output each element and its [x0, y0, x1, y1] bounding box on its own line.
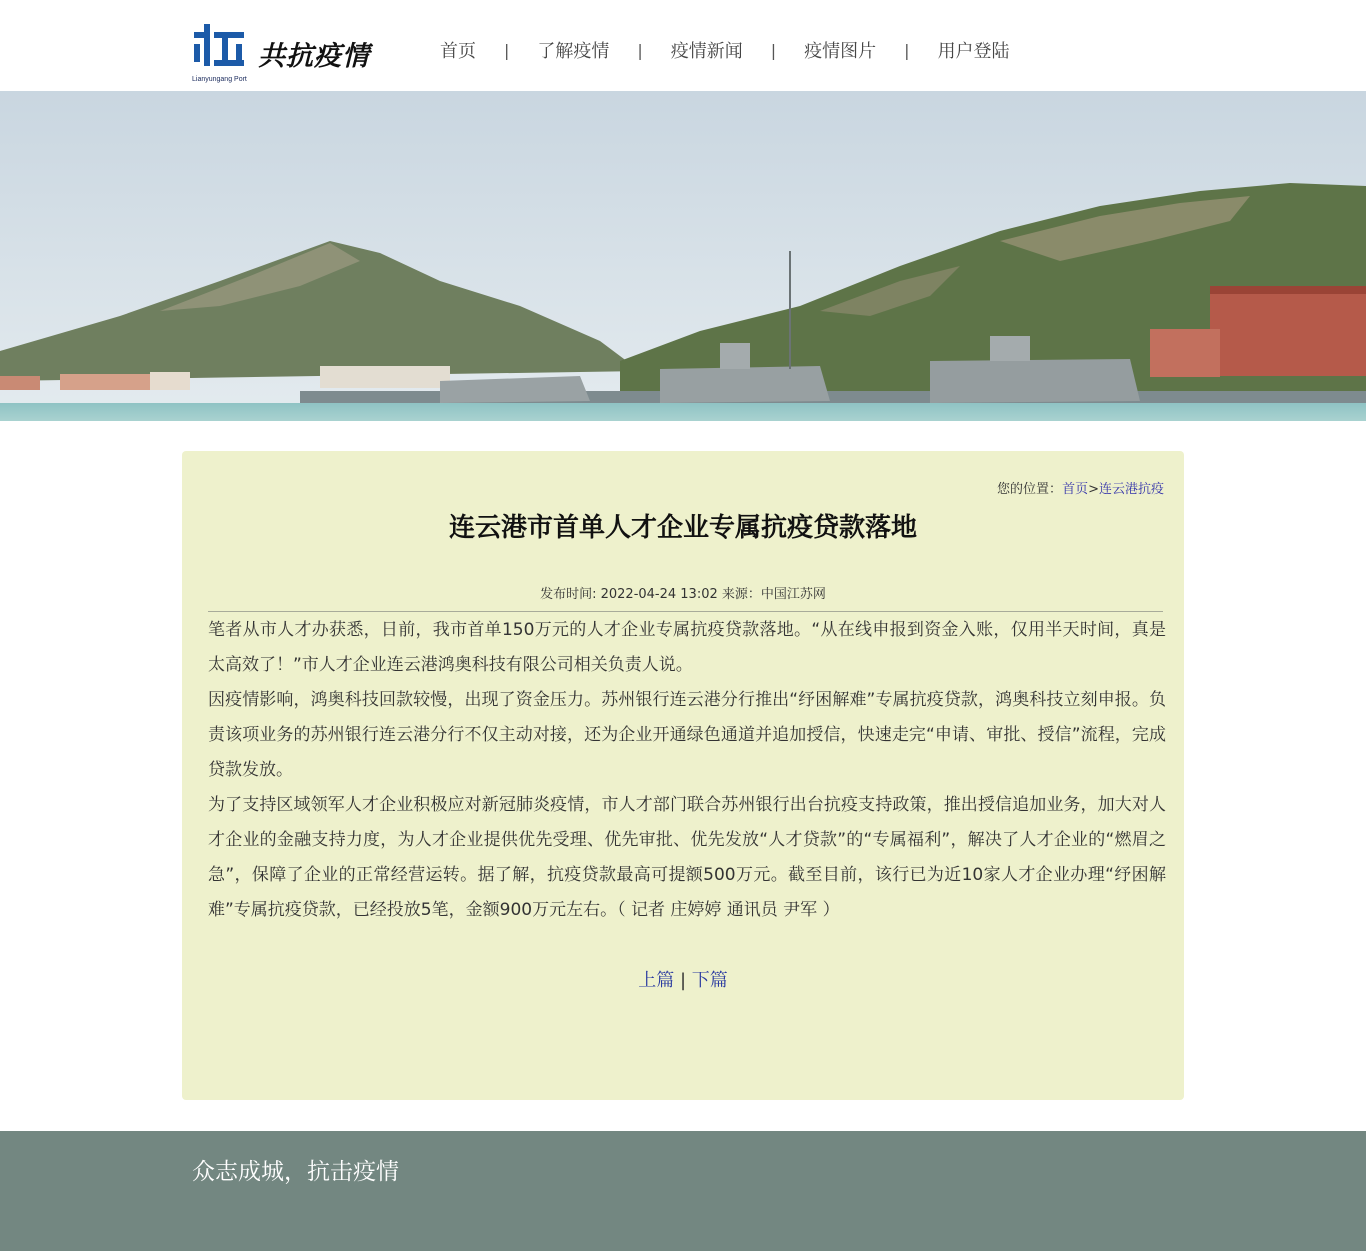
breadcrumb-separator: > — [1088, 482, 1099, 497]
nav-separator: | — [904, 40, 910, 60]
nav-separator: | — [504, 40, 510, 60]
prev-article-link[interactable]: 上篇 — [638, 970, 675, 991]
site-header — [0, 0, 1366, 91]
site-logo[interactable] — [192, 20, 382, 86]
article-paragraph: 因疫情影响，鸿奥科技回款较慢，出现了资金压力。苏州银行连云港分行推出“纾困解难”专属抗疫贷款，鸿奥科技立刻申报。负责该项业务的苏州银行连云港分行不仅主动对接，还为企业开通绿色通道并追加授信，快速走完“申请、审批、授信”流程，完成贷款发放。 — [208, 690, 1166, 780]
article-panel — [182, 451, 1184, 1100]
article-paragraph: 为了支持区域领军人才企业积极应对新冠肺炎疫情，市人才部门联合苏州银行出台抗疫支持政策，推出授信追加业务，加大对人才企业的金融支持力度，为人才企业提供优先受理、优先审批、优先发放“人才贷款”的“专属福利”，解决了人才企业的“燃眉之急”，保障了企业的正常经营运转。据了解，抗疫贷款最高可提额500万元。截至目前，该行已为近10家人才企业办理“纾困解难”专属抗疫贷款，已经投放5笔，金额900万元左右。（ 记者 庄婷婷 通讯员 尹军 ） — [208, 795, 1166, 920]
footer-slogan: 众志成城，抗击疫情 — [192, 1159, 399, 1185]
harbor-scene-illustration — [0, 91, 1366, 421]
nav-epidemic-pictures[interactable]: 疫情图片 — [804, 41, 877, 62]
logo-text: 共抗疫情 — [258, 41, 370, 72]
nav-learn-epidemic[interactable]: 了解疫情 — [537, 41, 610, 62]
breadcrumb-home-link[interactable]: 首页 — [1062, 482, 1089, 497]
pager-separator: | — [679, 970, 687, 991]
breadcrumb — [997, 478, 1164, 497]
logo-subtitle: Lianyungang Port — [192, 76, 247, 83]
site-footer — [0, 1131, 1366, 1251]
article-title: 连云港市首单人才企业专属抗疫贷款落地 — [448, 513, 917, 543]
nav-home[interactable]: 首页 — [440, 41, 476, 62]
port-logo-icon — [192, 22, 246, 74]
article-paragraph: 笔者从市人才办获悉，日前，我市首单150万元的人才企业专属抗疫贷款落地。“从在线申报到资金入账，仅用半天时间，真是太高效了！”市人才企业连云港鸿奥科技有限公司相关负责人说。 — [208, 620, 1166, 675]
article-body — [208, 613, 1166, 928]
next-article-link[interactable]: 下篇 — [691, 970, 728, 991]
breadcrumb-current-link[interactable]: 连云港抗疫 — [1098, 482, 1164, 497]
article-meta: 发布时间: 2022-04-24 13:02 来源：中国江苏网 — [540, 587, 826, 602]
article-pager — [182, 966, 1184, 992]
nav-epidemic-news[interactable]: 疫情新闻 — [670, 41, 743, 62]
nav-separator: | — [637, 40, 643, 60]
nav-separator: | — [770, 40, 777, 60]
main-nav — [440, 38, 1010, 62]
nav-user-login[interactable]: 用户登陆 — [937, 41, 1010, 62]
breadcrumb-prefix: 您的位置： — [997, 482, 1063, 497]
title-divider — [208, 611, 1163, 612]
harbor-banner-image — [0, 91, 1366, 421]
